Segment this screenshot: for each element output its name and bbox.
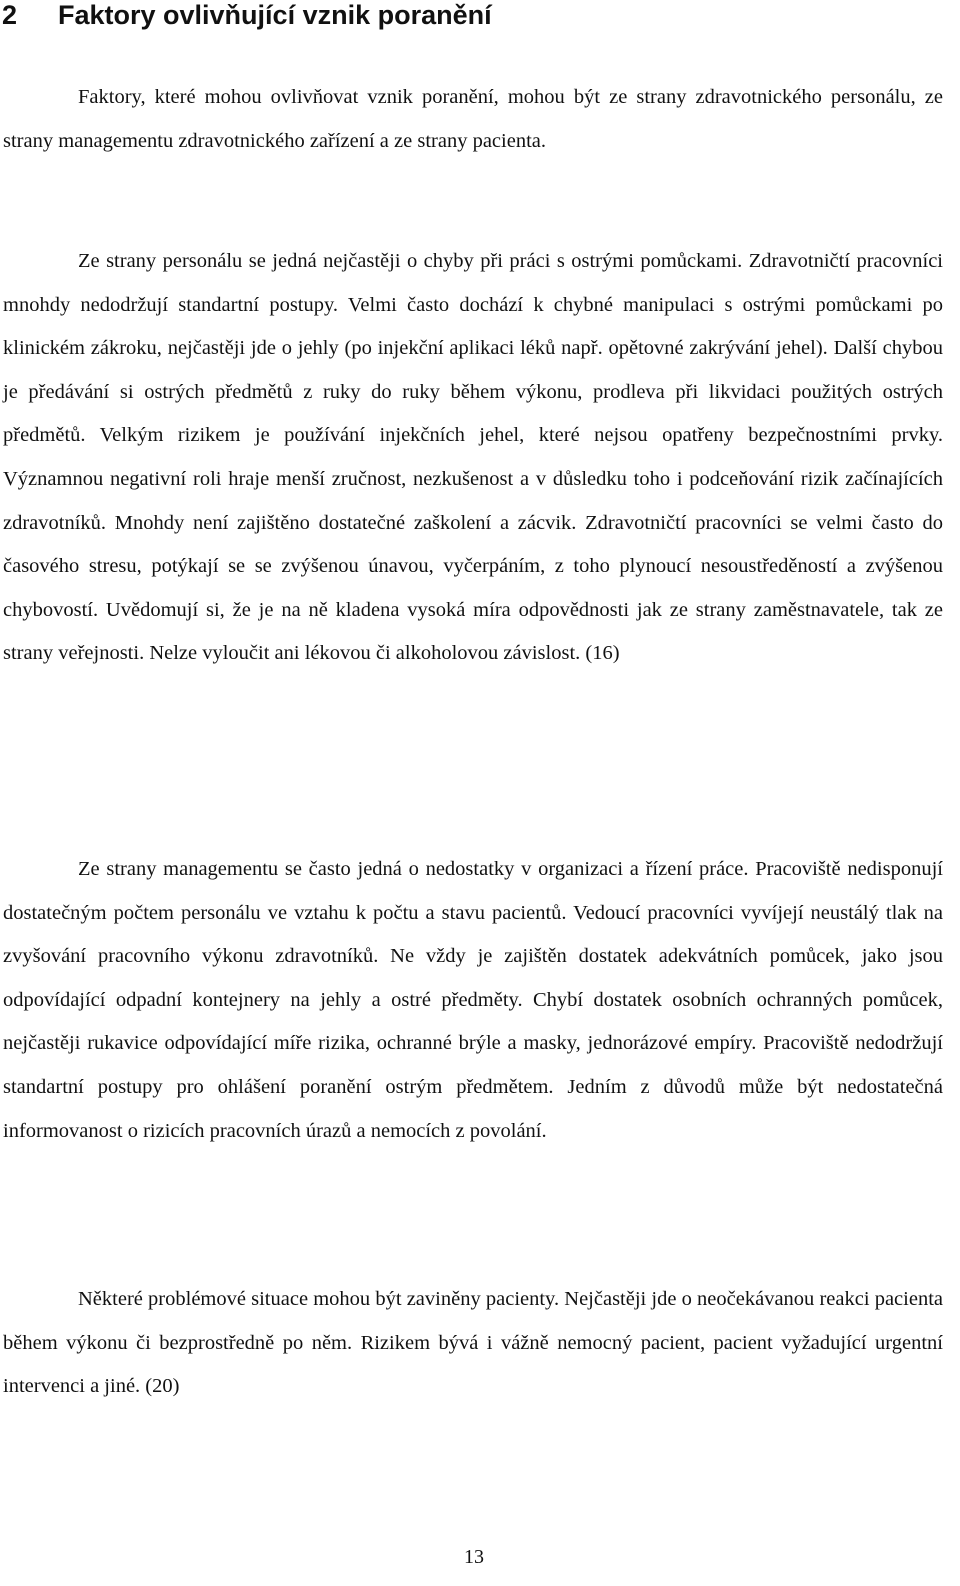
paragraph-patients: Některé problémové situace mohou být zaviněny pacienty. Nejčastěji jde o neočekávanou reakci pacienta během výkonu či bezprostředně po něm. Rizikem bývá i vážně nemocný pacient, pacient vyžadující urgentní intervenci a jiné. (20) [3,1288,943,1398]
paragraph-intro: Faktory, které mohou ovlivňovat vznik poranění, mohou být ze strany zdravotnického personálu, ze strany managementu zdravotnického zařízení a ze strany pacienta. [3,86,943,152]
page-number: 13 [464,1546,484,1568]
chapter-title: Faktory ovlivňující vznik poranění [58,0,492,30]
paragraph-management: Ze strany managementu se často jedná o nedostatky v organizaci a řízení práce. Pracoviště nedisponují dostatečným počtem personálu ve vztahu k počtu a stavu pacientů. Vedoucí pracovníci vyvíjejí neustálý tlak na zvyšování pracovního výkonu zdravotníků. Ne vždy je zajištěn dostatek adekvátních pomůcek, jako jsou odpovídající odpadní kontejnery na jehly a ostré předměty. Chybí dostatek osobních ochranných pomůcek, nejčastěji rukavice odpovídající míře rizika, ochranné brýle a masky, jednorázové empíry. Pracoviště nedodržují standartní postupy pro ohlášení poranění ostrým předmětem. Jedním z důvodů může být nedostatečná informovanost o rizicích pracovních úrazů a nemocích z povolání. [3,858,943,1142]
paragraph-personnel: Ze strany personálu se jedná nejčastěji o chyby při práci s ostrými pomůckami. Zdravotničtí pracovníci mnohdy nedodržují standartní postupy. Velmi často dochází k chybné manipulaci s ostrými pomůckami po klinickém zákroku, nejčastěji jde o jehly (po injekční aplikaci léků např. opětovné zakrývání jehel). Další chybou je předávání si ostrých předmětů z ruky do ruky během výkonu, prodleva při likvidaci použitých ostrých předmětů. Velkým rizikem je používání injekčních jehel, které nejsou opatřeny bezpečnostními prvky. Významnou negativní roli hraje menší zručnost, nezkušenost a v důsledku toho i podceňování rizik začínajících zdravotníků. Mnohdy není zajištěno dostatečné zaškolení a zácvik. Zdravotničtí pracovníci se velmi často do časového stresu, potýkají se se zvýšenou únavou, vyčerpáním, z toho plynoucí nesoustředěností a zvýšenou chybovostí. Uvědomují si, že je na ně kladena vysoká míra odpovědnosti jak ze strany zaměstnavatele, tak ze strany veřejnosti. Nelze vyloučit ani lékovou či alkoholovou závislost. (16) [3,250,943,665]
chapter-number: 2 [2,0,18,30]
chapter-heading [2,0,492,34]
